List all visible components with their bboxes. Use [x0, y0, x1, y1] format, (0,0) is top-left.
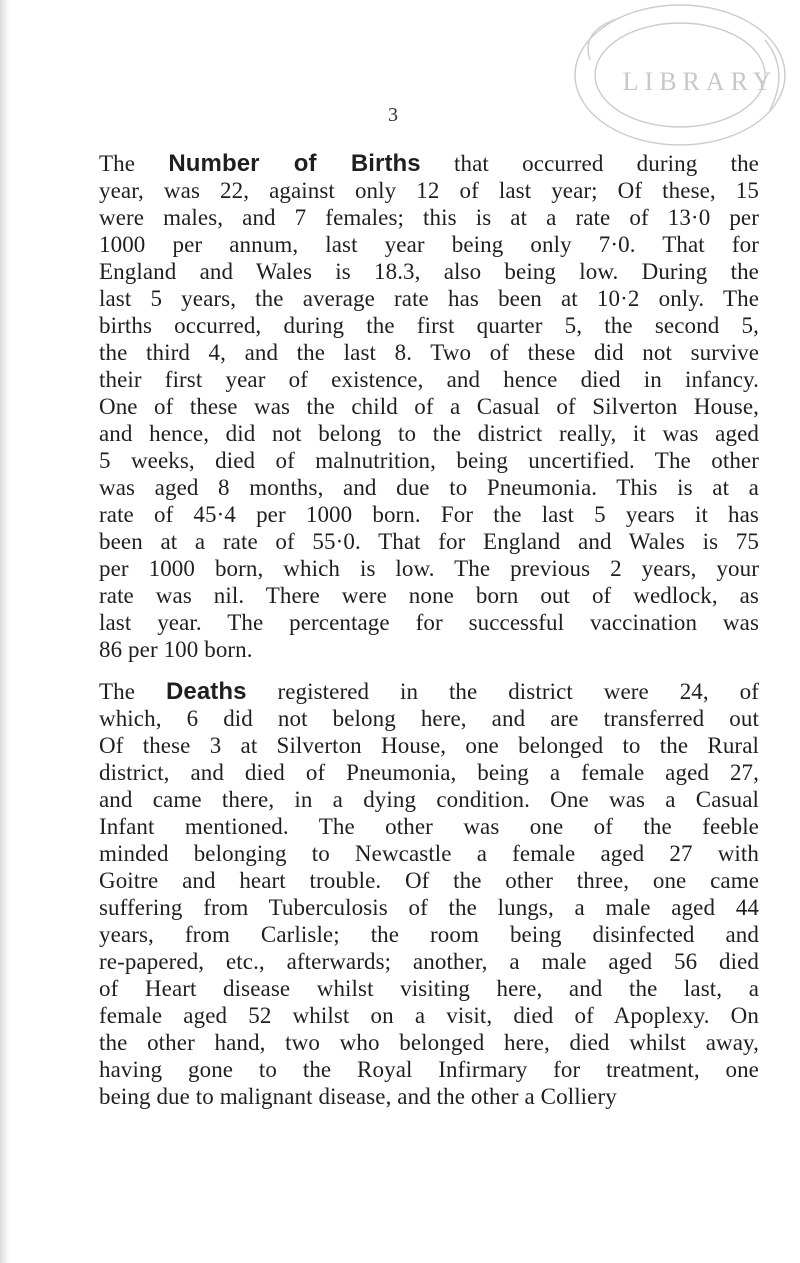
- text-segment: One of these was the child of a Casual of Silverton House,: [99, 394, 759, 419]
- section-heading-term: Number of Births: [168, 150, 421, 177]
- text-line: [99, 420, 759, 447]
- text-line: [99, 840, 759, 867]
- text-segment: minded belonging to Newcastle a female aged 27 with: [99, 841, 759, 866]
- text-segment: registered in the district were 24, of: [246, 679, 759, 704]
- text-segment: years, from Carlisle; the room being disinfected and: [99, 922, 759, 947]
- text-segment: which, 6 did not belong here, and are transferred out: [99, 706, 759, 731]
- text-line: [99, 867, 759, 894]
- text-line: [99, 1083, 759, 1110]
- text-segment: rate was nil. There were none born out of wedlock, as: [99, 583, 759, 608]
- text-line: [99, 975, 759, 1002]
- text-segment: their first year of existence, and hence died in infancy.: [99, 367, 759, 392]
- text-segment: that occurred during the: [420, 151, 759, 176]
- text-line: [99, 636, 759, 663]
- text-line: [99, 759, 759, 786]
- text-segment: last year. The percentage for successful vaccination was: [99, 610, 759, 635]
- text-line: [99, 312, 759, 339]
- text-line: [99, 501, 759, 528]
- text-line: [99, 705, 759, 732]
- text-segment: was aged 8 months, and due to Pneumonia. This is at a: [99, 475, 759, 500]
- text-segment: female aged 52 whilst on a visit, died of Apoplexy. On: [99, 1003, 759, 1028]
- text-line: [99, 609, 759, 636]
- text-segment: re-papered, etc., afterwards; another, a male aged 56 died: [99, 949, 759, 974]
- text-line: [99, 339, 759, 366]
- text-line: [99, 258, 759, 285]
- text-segment: the other hand, two who belonged here, died whilst away,: [99, 1030, 759, 1055]
- text-line: [99, 285, 759, 312]
- text-segment: Infant mentioned. The other was one of the feeble: [99, 814, 759, 839]
- paragraph-deaths: [99, 678, 759, 1110]
- text-line: [99, 555, 759, 582]
- text-segment: having gone to the Royal Infirmary for treatment, one: [99, 1057, 759, 1082]
- stamp-text: LIBRARY: [622, 67, 778, 96]
- text-line: [99, 150, 759, 177]
- text-line: [99, 1056, 759, 1083]
- text-segment: births occurred, during the first quarter 5, the second 5,: [99, 313, 759, 338]
- text-segment: being due to malignant disease, and the other a Colliery: [99, 1084, 617, 1109]
- text-segment: England and Wales is 18.3, also being low. During the: [99, 259, 759, 284]
- text-line: [99, 786, 759, 813]
- text-segment: 86 per 100 born.: [99, 637, 253, 662]
- text-segment: Goitre and heart trouble. Of the other three, one came: [99, 868, 759, 893]
- text-line: [99, 1029, 759, 1056]
- text-segment: Of these 3 at Silverton House, one belonged to the Rural: [99, 733, 759, 758]
- text-segment: last 5 years, the average rate has been at 10·2 only. The: [99, 286, 759, 311]
- section-heading-term: Deaths: [165, 678, 247, 705]
- text-line: [99, 1002, 759, 1029]
- text-segment: The: [99, 679, 166, 704]
- text-line: [99, 204, 759, 231]
- text-segment: per 1000 born, which is low. The previous 2 years, your: [99, 556, 759, 581]
- text-line: [99, 678, 759, 705]
- text-segment: district, and died of Pneumonia, being a female aged 27,: [99, 760, 759, 785]
- text-segment: were males, and 7 females; this is at a rate of 13·0 per: [99, 205, 759, 230]
- text-segment: rate of 45·4 per 1000 born. For the last 5 years it has: [99, 502, 759, 527]
- text-line: [99, 948, 759, 975]
- text-segment: The: [99, 151, 169, 176]
- library-stamp: [550, 0, 800, 160]
- text-segment: the third 4, and the last 8. Two of these did not survive: [99, 340, 759, 365]
- text-line: [99, 813, 759, 840]
- text-segment: suffering from Tuberculosis of the lungs, a male aged 44: [99, 895, 759, 920]
- page-number: 3: [388, 104, 398, 126]
- paragraph-births: [99, 150, 759, 663]
- text-segment: of Heart disease whilst visiting here, and the last, a: [99, 976, 759, 1001]
- text-line: [99, 732, 759, 759]
- text-line: [99, 366, 759, 393]
- text-line: [99, 393, 759, 420]
- page-edge-shadow: [0, 0, 10, 1263]
- text-segment: been at a rate of 55·0. That for England and Wales is 75: [99, 529, 759, 554]
- text-segment: and came there, in a dying condition. One was a Casual: [99, 787, 759, 812]
- text-line: [99, 474, 759, 501]
- text-line: [99, 447, 759, 474]
- text-line: [99, 894, 759, 921]
- text-segment: year, was 22, against only 12 of last year; Of these, 15: [99, 178, 759, 203]
- text-segment: 5 weeks, died of malnutrition, being uncertified. The other: [99, 448, 759, 473]
- text-line: [99, 231, 759, 258]
- text-segment: and hence, did not belong to the district really, it was aged: [99, 421, 759, 446]
- text-line: [99, 921, 759, 948]
- text-segment: 1000 per annum, last year being only 7·0. That for: [99, 232, 759, 257]
- text-line: [99, 528, 759, 555]
- text-line: [99, 582, 759, 609]
- text-line: [99, 177, 759, 204]
